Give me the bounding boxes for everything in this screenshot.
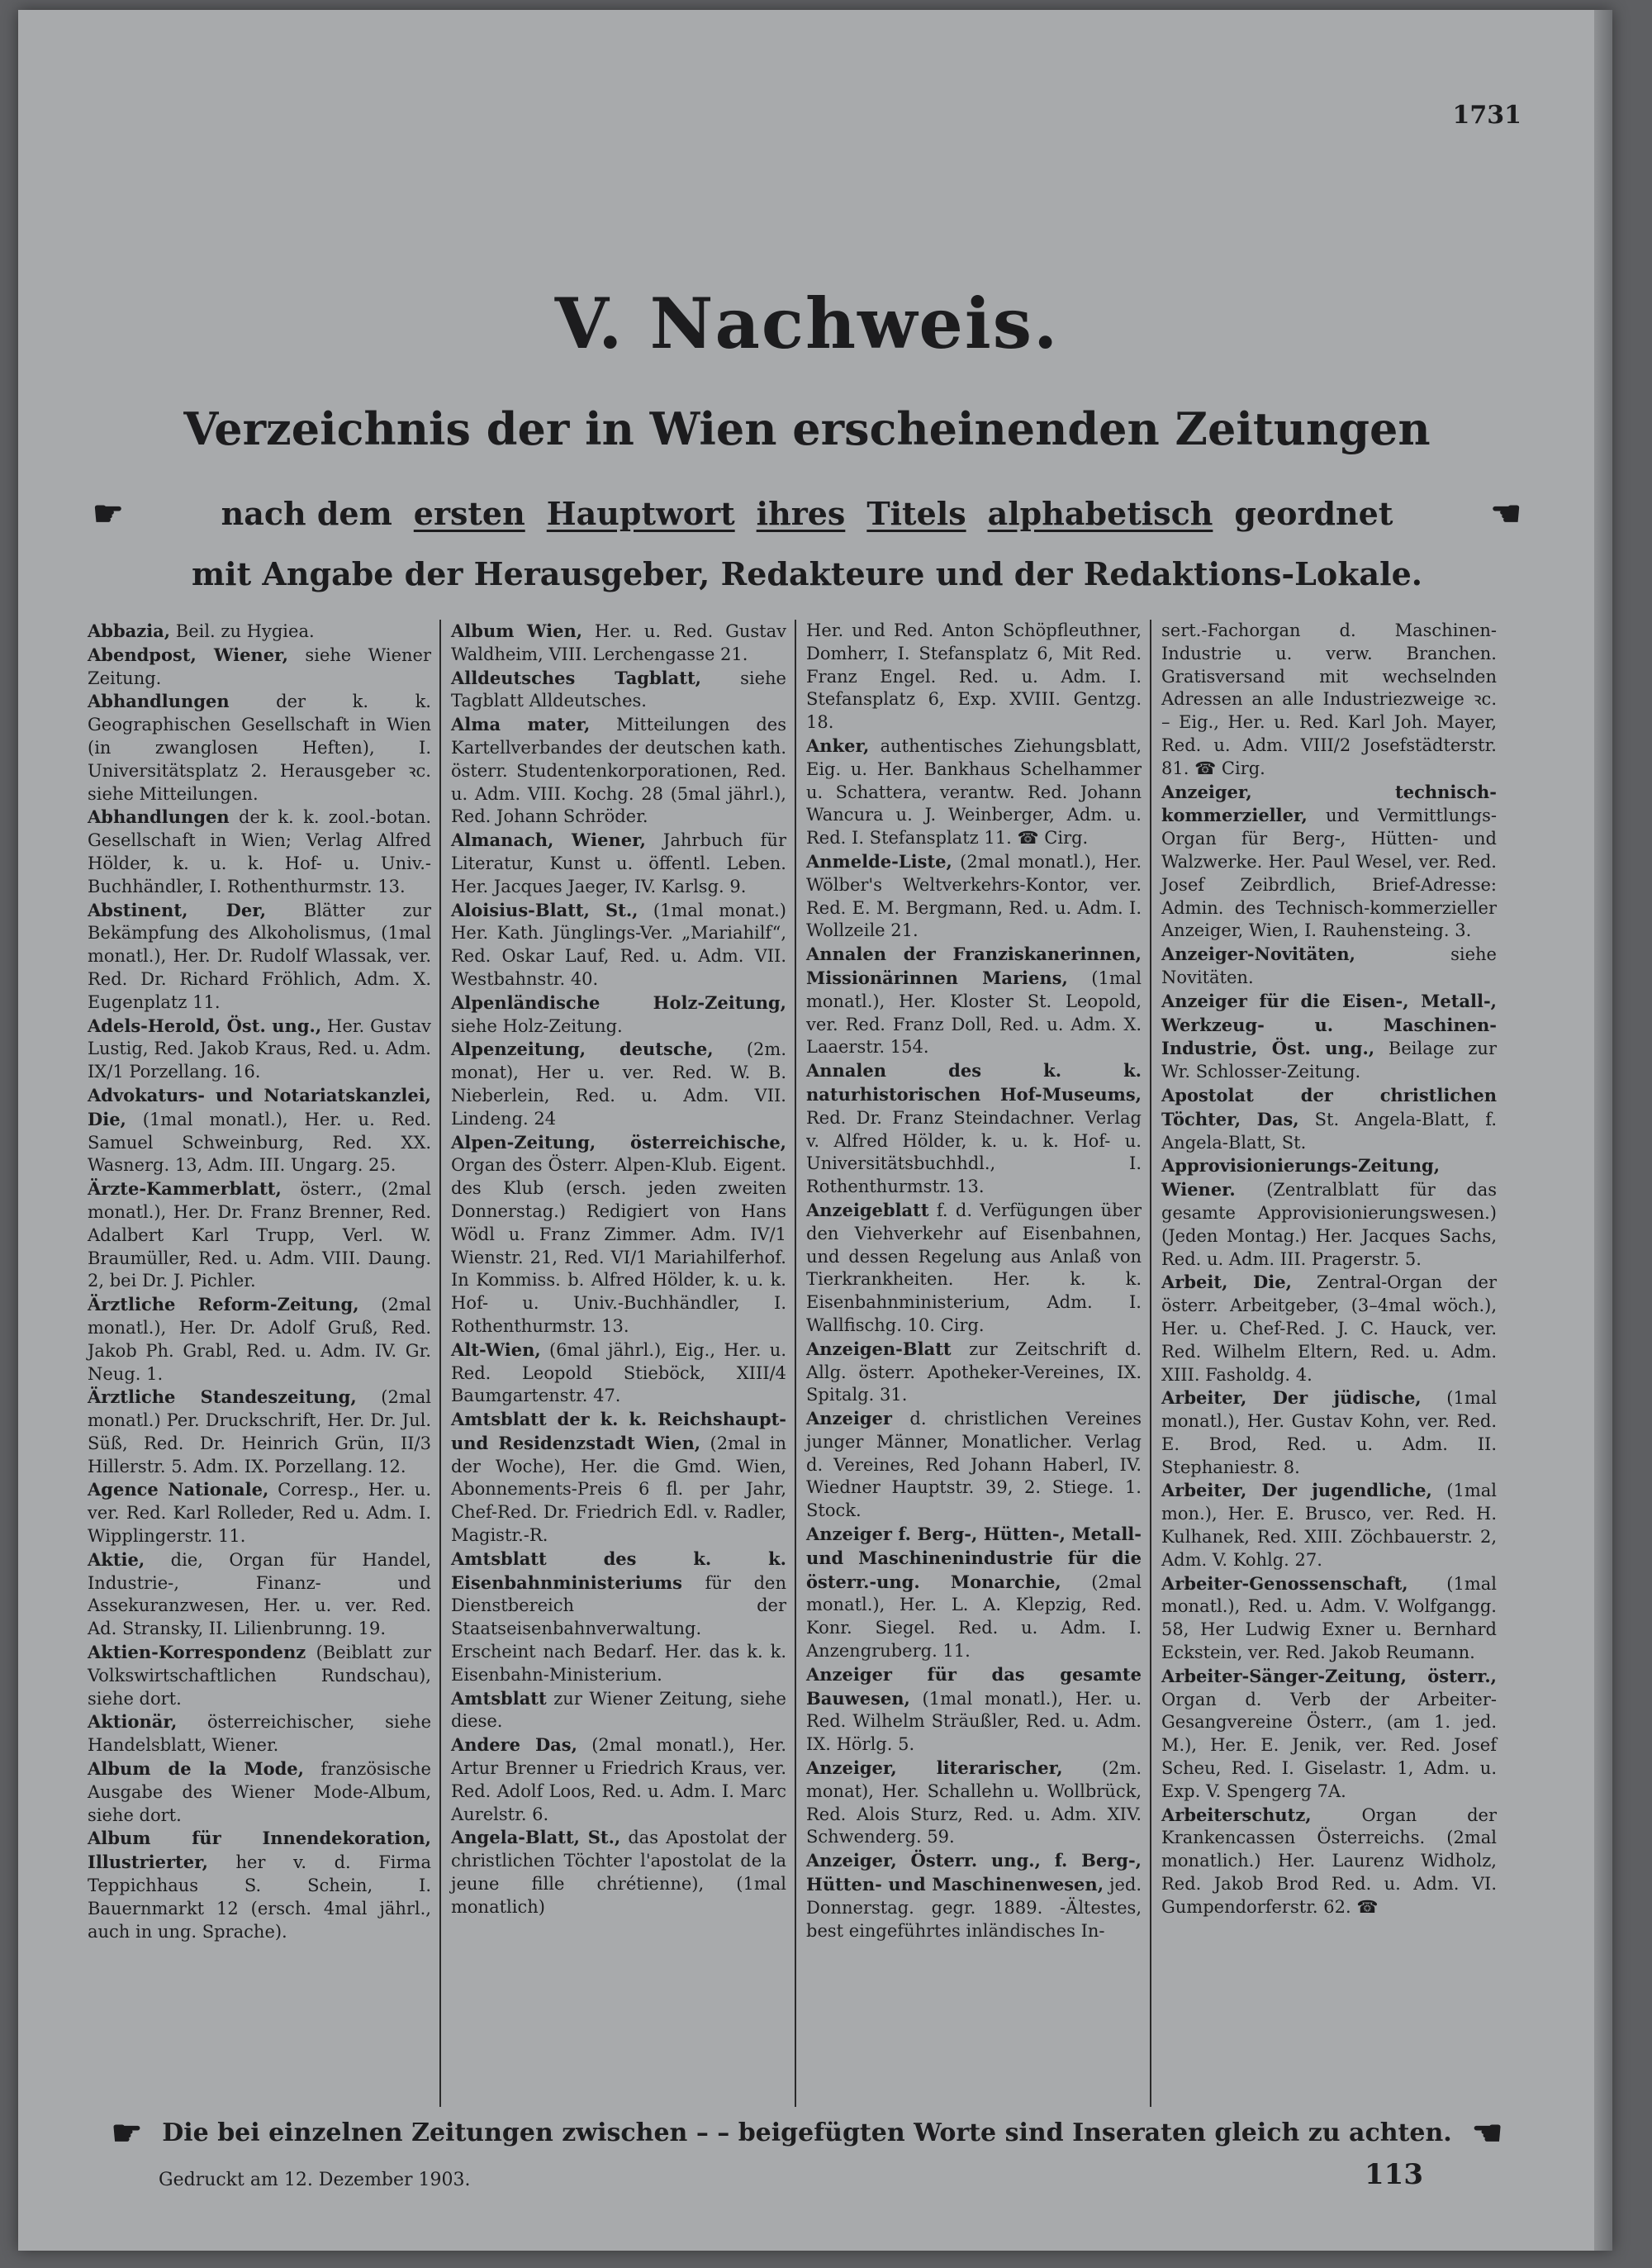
entry-title: Arbeiter, Der jüdische, <box>1161 1387 1422 1409</box>
entry-details: (Zentralblatt für das gesamte Approvisionierungswesen.) (Jeden Montag.) Her. Jacques Sachs, Red. u. Adm. III. Pragerstr. 5. <box>1161 1180 1497 1269</box>
entry-details: her v. d. Firma Teppichhaus S. Schein, I. Bauernmarkt 12 (ersch. 4mal jährl., auch in ung. Sprache). <box>88 1852 431 1942</box>
entry-details: d. christlichen Vereines junger Männer, Monatlicher. Verlag d. Vereines, Red Johann Haberl, IV. Wiedner Hauptstr. 39, 2. Stiege. 1. Stock. <box>806 1409 1142 1521</box>
entry-title: Arbeit, Die, <box>1161 1272 1292 1293</box>
entry-title: Ärztliche Reform-Zeitung, <box>88 1294 359 1315</box>
entry-title: Alpenländische Holz-Zeitung, <box>451 991 786 1013</box>
entry-title: Anzeiger für das gesamte Bauwesen, <box>806 1663 1142 1709</box>
entry-details: (2mal monatl.), Her. Wölber's Weltverkehrs-Kontor, ver. Red. E. M. Bergmann, Red. u. Adm. I. Wollzeile 21. <box>806 851 1142 941</box>
entry-title: Aloisius-Blatt, St., <box>451 899 638 920</box>
directory-entry <box>88 644 431 691</box>
sort-word-ihres: ihres <box>756 495 846 532</box>
directory-entry <box>806 620 1142 735</box>
entry-details: (2mal monatl.), Her. L. A. Klepzig, Red. Konr. Siegel. Red. u. Adm. I. Anzengruberg. 11. <box>806 1571 1142 1662</box>
entry-details: siehe Novitäten. <box>1161 944 1497 987</box>
entry-title: Alpen-Zeitung, österreichische, <box>451 1131 786 1153</box>
entry-details: (1mal monatl.), Red. u. Adm. V. Wolfgangg. 58, Her Ludwig Exner u. Bernhard Eckstein, ver. Red. Jakob Reumann. <box>1161 1573 1497 1663</box>
entry-details: (1mal monat.) Her. Kath. Jünglings-Ver. „Mariahilf“, Red. Oskar Lauf, Red. u. Adm. VII. Westbahnstr. 40. <box>451 900 786 989</box>
entry-details: Zentral-Organ der österr. Arbeitgeber, (3–4mal wöch.), Her. u. Chef-Red. J. C. Hauck, ver. Red. Wilhelm Eltern, Red. u. Adm. XIII. Fasholdg. 4. <box>1161 1272 1497 1385</box>
directory-entry <box>451 991 786 1039</box>
entry-details: der k. k. zool.-botan. Gesellschaft in Wien; Verlag Alfred Hölder, k. u. k. Hof- u. Univ.-Buchhändler, I. Rothenthurmstr. 13. <box>88 807 431 896</box>
entry-details: Jahrbuch für Literatur, Kunst u. öffentl. Leben. Her. Jacques Jaeger, IV. Karlsg. 9. <box>451 830 786 896</box>
entry-details: Organ des Österr. Alpen-Klub. Eigent. des Klub (ersch. jeden zweiten Donnerstag.) Redigiert von Hans Wödl u. Franz Zimmer. Adm. IV/1 Wienstr. 21, Red. VI/1 Mariahilferhof. In Kommiss. b. Alfred Hölder, k. u. k. Hof- u. Univ.-Buchhändler, I. Rothenthurmstr. 13. <box>451 1155 786 1336</box>
entry-title: Apostolat der christlichen Töchter, Das, <box>1161 1084 1497 1129</box>
directory-entry <box>451 1338 786 1408</box>
entry-title: Amtsblatt des k. k. Eisenbahnministeriums <box>451 1548 786 1593</box>
column-2 <box>439 620 795 2107</box>
directory-entry <box>88 1478 431 1548</box>
entry-details: (1mal monatl.), Her. u. Red. Samuel Schweinburg, Red. XX. Wasnerg. 13, Adm. III. Ungarg. 25. <box>88 1109 431 1176</box>
directory-entry <box>1161 943 1497 990</box>
directory-entry <box>1161 1084 1497 1154</box>
section-subtitle: Verzeichnis der in Wien erscheinenden Zeitungen <box>183 402 1431 455</box>
directory-entry <box>806 1407 1142 1523</box>
entry-details: (2mal in der Woche), Her. die Gmd. Wien, Abonnements-Preis 6 fl. per Jahr, Chef-Red. Dr. Friedrich Edl. v. Radler, Magistr.-R. <box>451 1433 787 1546</box>
entry-title: Anzeiger, literarischer, <box>806 1757 1063 1779</box>
directory-entry <box>806 1757 1142 1849</box>
entry-title: Agence Nationale, <box>88 1479 269 1500</box>
directory-entry <box>1161 1572 1497 1665</box>
footer-note <box>18 2113 1596 2153</box>
sort-word-titels: Titels <box>866 495 966 532</box>
directory-entry <box>451 1408 786 1548</box>
directory-entry <box>1161 1386 1497 1479</box>
entry-details: Blätter zur Bekämpfung des Alkoholismus, (1mal monatl.), Her. Dr. Rudolf Wlassak, ver. Red. Dr. Richard Fröhlich, Adm. X. Eugenplatz 11. <box>88 900 431 1012</box>
entry-title: Abstinent, Der, <box>88 899 267 920</box>
entry-details: sert.-Fachorgan d. Maschinen-Industrie u. verw. Branchen. Gratisversand mit wechselnden Adressen an alle Industriezweige ꝛc. – Eig., Her. u. Red. Karl Joh. Mayer, Red. u. Adm. VIII/2 Josefstädterstr. 81. ☎ Cirg. <box>1161 620 1497 778</box>
directory-entry <box>88 1710 431 1757</box>
directory-entry <box>1161 990 1497 1084</box>
entry-details: österr., (2mal monatl.), Her. Dr. Franz Brenner, Red. Adalbert Karl Trupp, Verl. W. Braumüller, Red. u. Adm. VIII. Daung. 2, bei Dr. J. Pichler. <box>88 1179 431 1291</box>
directory-entry <box>451 899 786 991</box>
page-number: 1731 <box>1452 101 1521 130</box>
directory-entry <box>1161 1154 1497 1271</box>
directory-entry <box>806 850 1142 943</box>
directory-entry <box>88 620 431 644</box>
column-4 <box>1150 620 1505 2107</box>
entry-title: Anzeiger, Österr. ung., f. Berg-, Hütten- und Maschinenwesen, <box>806 1850 1142 1895</box>
entry-details: Corresp., Her. u. ver. Red. Karl Rolleder, Red u. Adm. I. Wipplingerstr. 11. <box>88 1480 431 1547</box>
entry-title: Advokaturs- und Notariatskanzlei, Die, <box>88 1084 431 1129</box>
column-1 <box>84 620 439 2107</box>
entry-title: Amtsblatt der k. k. Reichshaupt- und Residenzstadt Wien, <box>451 1409 786 1453</box>
sort-instruction-text <box>221 495 1393 532</box>
entry-title: Abendpost, Wiener, <box>88 644 288 665</box>
entry-title: Alma mater, <box>451 714 591 735</box>
sort-word-ersten: ersten <box>413 495 525 532</box>
directory-entry <box>1161 620 1497 781</box>
entry-details: der k. k. Geographischen Gesellschaft in Wien (in zwanglosen Heften), I. Universitätsplatz 2. Herausgeber ꝛc. siehe Mitteilungen. <box>88 692 431 804</box>
entry-details: (1mal monatl.), Her. Kloster St. Leopold, ver. Red. Franz Doll, Red. u. Adm. X. Laaerstr. 154. <box>806 968 1142 1058</box>
sort-word-alphabetisch: alphabetisch <box>987 495 1213 532</box>
entry-title: Aktionär, <box>88 1711 178 1733</box>
entry-details: siehe Holz-Zeitung. <box>451 1015 623 1036</box>
entry-title: Arbeiter-Genossenschaft, <box>1161 1572 1408 1594</box>
directory-entry <box>806 1338 1142 1407</box>
directory-entry <box>451 713 786 829</box>
entry-title: Anzeiger für die Eisen-, Metall-, Werkzeug- u. Maschinen-Industrie, Öst. ung., <box>1161 990 1497 1059</box>
entry-details: die, Organ für Handel, Industrie-, Finanz- und Assekuranzwesen, Her. u. ver. Red. Ad. Stransky, II. Lilienbrunng. 19. <box>88 1549 431 1639</box>
entry-details: (Beiblatt zur Volkswirtschaftlichen Rundschau), siehe dort. <box>88 1643 431 1709</box>
entry-title: Alt-Wien, <box>451 1338 541 1360</box>
entry-details: Her. u. Red. Gustav Waldheim, VIII. Lerchengasse 21. <box>451 621 786 664</box>
directory-entry <box>88 1641 431 1710</box>
entry-title: Anzeiger f. Berg-, Hütten-, Metall- und Maschinenindustrie für die österr.-ung. Monarchie, <box>806 1524 1142 1592</box>
entry-details: (1mal monatl.), Her. Gustav Kohn, ver. Red. E. Brod, Red. u. Adm. II. Stephaniestr. 8. <box>1161 1388 1497 1477</box>
directory-entry <box>451 1038 786 1130</box>
directory-entry <box>451 620 786 667</box>
directory-entry <box>806 1663 1142 1757</box>
entry-title: Ärzte-Kammerblatt, <box>88 1178 282 1200</box>
entry-title: Anmelde-Liste, <box>806 850 952 872</box>
directory-entry <box>806 1059 1142 1199</box>
entry-details: authentisches Ziehungsblatt, Eig. u. Her. Bankhaus Schelhammer u. Schattera, verantw. Red. Johann Wancura u. J. Weinberger, Adm. u. Red. I. Stefansplatz 11. ☎ Cirg. <box>806 735 1142 849</box>
info-line: mit Angabe der Herausgeber, Redakteure und der Redaktions-Lokale. <box>191 555 1423 592</box>
sort-word-hauptwort: Hauptwort <box>546 495 735 532</box>
entry-details: Red. Dr. Franz Steindachner. Verlag v. Alfred Hölder, k. u. k. Hof- u. Universitätsbuchhdl., I. Rothenthurmstr. 13. <box>806 1107 1142 1197</box>
footer-note-text: Die bei einzelnen Zeitungen zwischen – – beigefügten Worte sind Inseraten gleich zu achten. <box>162 2118 1452 2147</box>
entry-details: Beil. zu Hygiea. <box>170 621 315 641</box>
entry-details: und Vermittlungs-Organ für Berg-, Hütten- und Walzwerke. Her. Paul Wesel, ver. Red. Josef Zeibrdlich, Brief-Adresse: Admin. des Technisch-kommerzieller Anzeiger, Wien, I. Rauhensteing. 3. <box>1161 806 1497 941</box>
entry-title: Angela-Blatt, St., <box>451 1827 621 1848</box>
directory-entry <box>88 1757 431 1827</box>
entry-details: Her. und Red. Anton Schöpfleuthner, Domherr, I. Stefansplatz 6, Mit Red. Franz Engel. Red. u. Adm. I. Stefansplatz 6, Exp. XVIII. Gentzg. 18. <box>806 620 1142 733</box>
entry-title: Album für Innendekoration, Illustrierter, <box>88 1828 431 1873</box>
sort-prefix: nach dem <box>221 495 392 532</box>
entry-title: Alpenzeitung, deutsche, <box>451 1039 714 1060</box>
directory-entry <box>451 1687 786 1734</box>
entry-title: Album de la Mode, <box>88 1758 304 1780</box>
pointing-hand-left-icon: ☚ <box>1490 493 1521 534</box>
entry-details: (1mal monatl.), Her. u. Red. Wilhelm Sträußler, Red. u. Adm. IX. Hörlg. 5. <box>806 1688 1142 1755</box>
directory-entry <box>806 943 1142 1059</box>
entry-details: österreichischer, siehe Handelsblatt, Wiener. <box>88 1712 431 1756</box>
entry-details: (1mal mon.), Her. E. Brusco, ver. Red. H. Kulhanek, Red. XIII. Zöchbauerstr. 2, Adm. V. Kohlg. 27. <box>1161 1481 1497 1570</box>
directory-entry <box>451 829 786 898</box>
directory-entry <box>88 1015 431 1084</box>
directory-entry <box>1161 1665 1497 1804</box>
entry-details: Organ d. Verb der Arbeiter-Gesangvereine Österr., (am 1. jed. M.), Her. E. Jenik, ver. Red. Josef Scheu, Red. I. Giselastr. 1, Adm. u. Exp. V. Spengerg 7A. <box>1161 1689 1497 1801</box>
print-date: Gedruckt am 12. Dezember 1903. <box>159 2170 471 2190</box>
folio-number: 113 <box>1365 2158 1423 2191</box>
entry-title: Abbazia, <box>88 620 171 641</box>
entry-title: Andere Das, <box>451 1734 577 1756</box>
entry-details: Organ der Krankencassen Österreichs. (2mal monatlich.) Her. Laurenz Widholz, Red. Jakob Brod Red. u. Adm. VI. Gumpendorferstr. 62. ☎ <box>1161 1804 1497 1917</box>
entry-title: Approvisionierungs-Zeitung, Wiener. <box>1161 1155 1441 1201</box>
directory-entry <box>806 1523 1142 1663</box>
entry-title: Arbeiter-Sänger-Zeitung, österr., <box>1161 1665 1497 1686</box>
pointing-hand-left-icon: ☚ <box>1471 2113 1503 2153</box>
entry-details: (2mal monatl.), Her. Dr. Adolf Gruß, Red. Jakob Ph. Grabl, Red. u. Adm. IV. Gr. Neug. 1. <box>88 1295 431 1384</box>
entry-details: französische Ausgabe des Wiener Mode-Album, siehe dort. <box>88 1759 431 1825</box>
entry-details: siehe Wiener Zeitung. <box>88 644 432 688</box>
directory-entry <box>1161 1271 1497 1386</box>
directory-entry <box>88 899 431 1015</box>
entry-title: Anker, <box>806 735 870 756</box>
entry-details: (2mal monatl.), Her. Artur Brenner u Friedrich Kraus, ver. Red. Adolf Loos, Red. u. Adm. I. Marc Aurelstr. 6. <box>451 1735 787 1824</box>
entry-title: Arbeiterschutz, <box>1161 1804 1312 1825</box>
entry-title: Album Wien, <box>451 620 583 641</box>
directory-entry <box>88 1293 431 1386</box>
entry-title: Arbeiter, Der jugendliche, <box>1161 1480 1432 1501</box>
entry-details: zur Zeitschrift d. Allg. österr. Apotheker-Vereines, IX. Spitalg. 31. <box>806 1338 1142 1405</box>
entry-title: Anzeiger <box>806 1408 892 1429</box>
entry-title: Annalen des k. k. naturhistorischen Hof-Museums, <box>806 1060 1142 1105</box>
entry-title: Ärztliche Standeszeitung, <box>88 1386 357 1408</box>
column-3 <box>795 620 1150 2107</box>
directory-entry <box>451 1548 786 1687</box>
entry-details: das Apostolat der christlichen Töchter l'apostolat de la jeune fille chrétienne), (1mal monatlich) <box>451 1828 786 1917</box>
entry-details: Beilage zur Wr. Schlosser-Zeitung. <box>1161 1039 1497 1082</box>
pointing-hand-right-icon: ☛ <box>93 493 124 534</box>
entry-details: f. d. Verfügungen über den Viehverkehr auf Eisenbahnen, und dessen Regelung aus Anlaß von Tierkrankheiten. Her. k. k. Eisenbahnministerium, Adm. I. Wallfischg. 10. Cirg. <box>806 1200 1142 1335</box>
entry-title: Anzeigeblatt <box>806 1199 929 1220</box>
section-title: V. Nachweis. <box>554 283 1060 364</box>
entry-details: (2m. monat), Her. Schallehn u. Wollbrück, Red. Alois Sturz, Red. u. Adm. XIV. Schwenderg. 59. <box>806 1758 1142 1847</box>
directory-entry <box>88 1177 431 1293</box>
entry-title: Almanach, Wiener, <box>451 830 646 851</box>
scanned-page <box>18 10 1612 2251</box>
directory-entry <box>451 1131 786 1338</box>
entry-title: Abhandlungen <box>88 806 230 828</box>
directory-entry <box>88 1827 431 1943</box>
directory-entry <box>806 735 1142 850</box>
entry-details: jed. Donnerstag. gegr. 1889. -Ältestes, best eingeführtes inländisches In- <box>806 1875 1142 1941</box>
pointing-hand-right-icon: ☛ <box>111 2113 143 2153</box>
directory-entry <box>1161 1804 1497 1919</box>
entry-title: Abhandlungen <box>88 691 230 712</box>
entry-title: Aktie, <box>88 1548 145 1570</box>
page-edge <box>1594 10 1612 2251</box>
sort-suffix: geordnet <box>1234 495 1393 532</box>
entry-details: (6mal jährl.), Eig., Her. u. Red. Leopold Stieböck, XIII/4 Baumgartenstr. 47. <box>451 1339 786 1406</box>
directory-entry <box>451 1733 786 1826</box>
directory-entry <box>88 1084 431 1177</box>
directory-entry <box>88 806 431 898</box>
directory-entry <box>451 1826 786 1919</box>
entry-title: Anzeiger-Novitäten, <box>1161 944 1355 965</box>
entry-details: zur Wiener Zeitung, siehe diese. <box>451 1688 786 1732</box>
sort-instruction <box>93 493 1521 534</box>
entry-title: Anzeiger, technisch-kommerzieller, <box>1161 781 1497 826</box>
entry-details: St. Angela-Blatt, f. Angela-Blatt, St. <box>1161 1109 1497 1153</box>
newspaper-columns <box>84 620 1505 2107</box>
directory-entry <box>451 667 786 714</box>
directory-entry <box>1161 1479 1497 1571</box>
entry-title: Aktien-Korrespondenz <box>88 1642 306 1663</box>
directory-entry <box>806 1849 1142 1942</box>
entry-details: siehe Tagblatt Alldeutsches. <box>451 668 786 711</box>
entry-details: (2m. monat), Her u. ver. Red. W. B. Nieberlein, Red. u. Adm. VII. Lindeng. 24 <box>451 1039 786 1129</box>
entry-details: (2mal monatl.) Per. Druckschrift, Her. Dr. Jul. Süß, Red. Dr. Heinrich Grün, II/3 Hillerstr. 5. Adm. IX. Porzellang. 12. <box>88 1387 431 1476</box>
entry-title: Anzeigen-Blatt <box>806 1338 952 1359</box>
entry-details: Mitteilungen des Kartellverbandes der deutschen kath. österr. Studentenkorporationen, Red. u. Adm. VIII. Kochg. 28 (5mal jährl.), Red. Johann Schröder. <box>451 715 786 827</box>
directory-entry <box>88 690 431 806</box>
directory-entry <box>88 1548 431 1641</box>
entry-title: Alldeutsches Tagblatt, <box>451 667 701 688</box>
directory-entry <box>1161 781 1497 944</box>
entry-title: Adels-Herold, Öst. ung., <box>88 1015 322 1036</box>
directory-entry <box>88 1386 431 1478</box>
directory-entry <box>806 1199 1142 1338</box>
entry-title: Annalen der Franziskanerinnen, Missionärinnen Mariens, <box>806 944 1142 988</box>
entry-title: Amtsblatt <box>451 1687 547 1709</box>
entry-details: Her. Gustav Lustig, Red. Jakob Kraus, Red. u. Adm. IX/1 Porzellang. 16. <box>88 1015 431 1082</box>
entry-details: für den Dienstbereich der Staatseisenbahnverwaltung. Erscheint nach Bedarf. Her. das k. k. Eisenbahn-Ministerium. <box>451 1572 786 1685</box>
